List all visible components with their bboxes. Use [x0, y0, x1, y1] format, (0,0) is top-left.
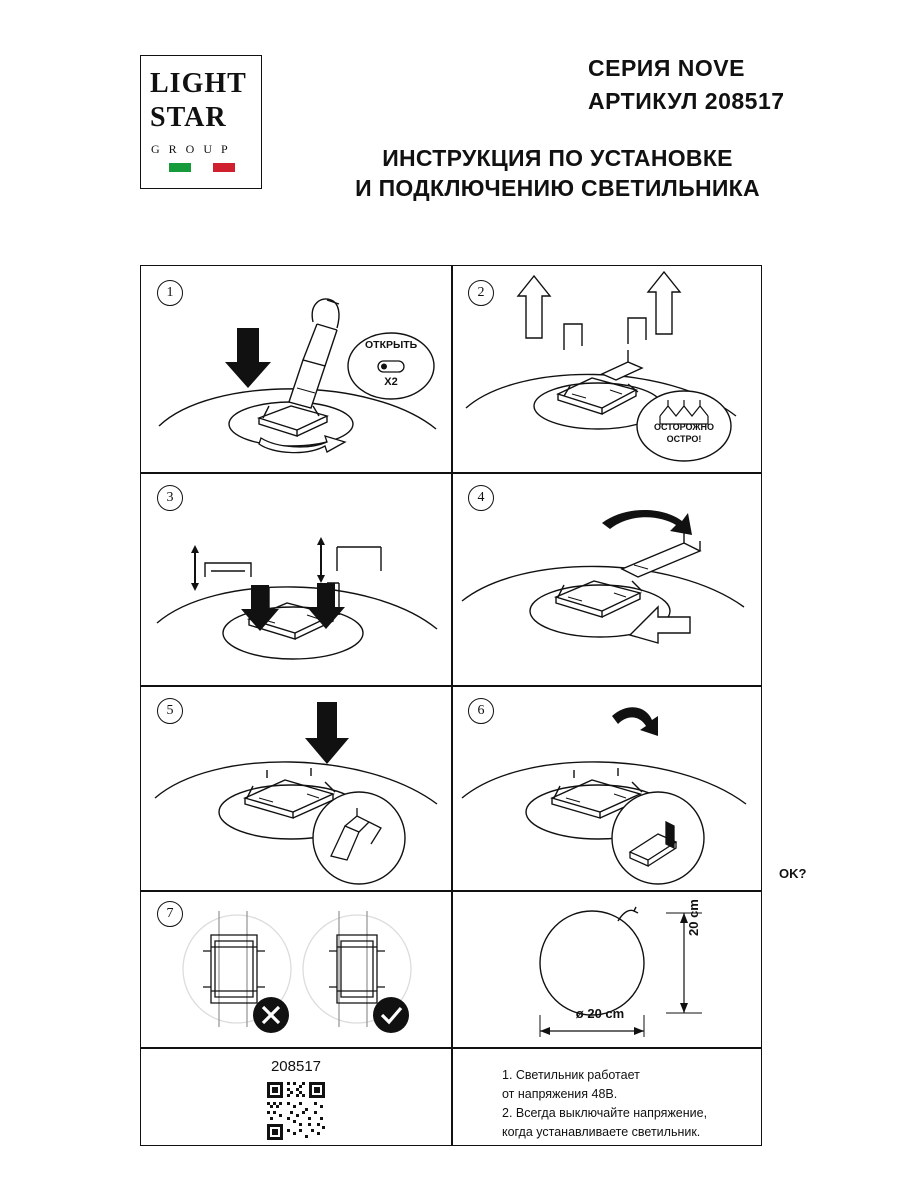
step-cell-7: [141, 891, 451, 1047]
note-line-3: 2. Всегда выключайте напряжение,: [502, 1106, 708, 1120]
check-icon: [373, 997, 409, 1033]
arrow-curve-icon: [612, 707, 658, 736]
step-cell-5: [141, 686, 451, 890]
ok-label: OK?: [779, 866, 807, 881]
step-cell-2: [452, 266, 761, 472]
cross-icon: [253, 997, 289, 1033]
step-6-illustration: [452, 686, 761, 890]
product-code: 208517: [270, 1058, 322, 1075]
logo-text-group: G R O U P: [151, 142, 231, 156]
arrow-measure-icon: [191, 537, 325, 591]
logo-text-light: LIGHT: [150, 68, 247, 99]
step-number-5: 5: [157, 698, 183, 724]
header: [140, 55, 785, 215]
step-number-6: 6: [468, 698, 494, 724]
series-label: СЕРИЯ NOVE: [588, 55, 745, 81]
italy-flag-icon: [169, 163, 235, 172]
height-dimension-label: 20 cm: [686, 899, 701, 936]
step-1-illustration: [141, 266, 451, 472]
logo-text-star: STAR: [150, 102, 227, 133]
article-label: АРТИКУЛ 208517: [588, 88, 785, 114]
detail-zoom-circle: [313, 792, 405, 884]
step-4-illustration: [452, 473, 761, 685]
caution-label-line1: ОСТОРОЖНО: [654, 422, 714, 432]
step-7-illustration: [141, 891, 451, 1047]
arrow-down-icon: [225, 328, 271, 388]
dimensions-illustration: [452, 891, 761, 1047]
step-number-3: 3: [157, 485, 183, 511]
brand-logo: [140, 55, 262, 189]
arrow-curve-icon: [259, 436, 345, 453]
step-3-illustration: [141, 473, 451, 685]
step-cell-6: [452, 686, 807, 890]
step-number-1: 1: [157, 280, 183, 306]
step-cell-1: [141, 266, 451, 472]
qr-code: [265, 1080, 327, 1142]
arrow-up-icon: [518, 272, 680, 338]
step-cell-4: [452, 473, 761, 685]
footer-code-cell: [141, 1048, 451, 1145]
footer-notes-cell: [452, 1048, 761, 1145]
note-line-4: когда устанавливаете светильник.: [502, 1125, 701, 1139]
step-number-4: 4: [468, 485, 494, 511]
step-cell-3: [141, 473, 451, 685]
arrow-down-icon: [305, 702, 349, 764]
arrow-curve-icon: [602, 510, 692, 535]
arrow-push-icon: [630, 607, 690, 643]
title-line-2: И ПОДКЛЮЧЕНИЮ СВЕТИЛЬНИКА: [355, 175, 760, 201]
note-line-2: от напряжения 48В.: [502, 1087, 618, 1101]
step-5-illustration: [141, 686, 451, 890]
step-number-7: 7: [157, 901, 183, 927]
ok-detail-circle: [612, 792, 704, 884]
open-count-label: X2: [384, 376, 398, 388]
open-label: ОТКРЫТЬ: [365, 339, 418, 351]
caution-label-line2: ОСТРО!: [666, 434, 702, 444]
diameter-dimension-label: ø 20 cm: [575, 1006, 625, 1021]
step-number-2: 2: [468, 280, 494, 306]
steps-grid: [140, 265, 807, 1146]
title-line-1: ИНСТРУКЦИЯ ПО УСТАНОВКЕ: [382, 145, 733, 171]
dimensions-cell: [452, 891, 761, 1047]
note-line-1: 1. Светильник работает: [502, 1068, 640, 1082]
